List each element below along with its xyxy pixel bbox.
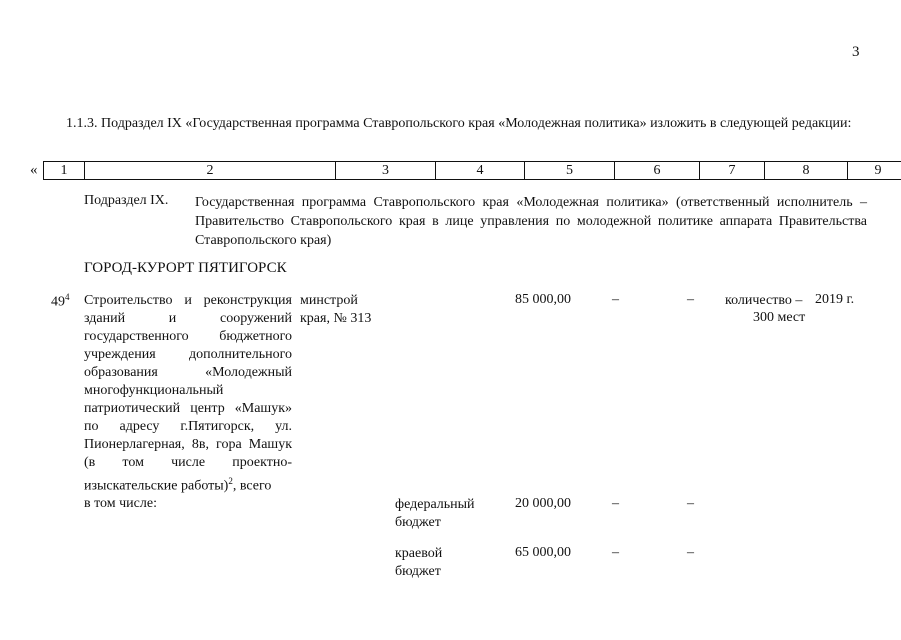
row-year: 2019 г.: [815, 292, 855, 307]
sub-row-source: краевой бюджет: [395, 546, 443, 579]
row-col6: –: [612, 292, 619, 307]
including-label: в том числе:: [84, 496, 157, 511]
row-number: [51, 292, 70, 311]
sub-row-col6: –: [612, 496, 619, 511]
column-number-cells: [43, 161, 901, 180]
sub-row-amount: 65 000,00: [515, 545, 571, 560]
row-amount: 85 000,00: [515, 292, 571, 307]
sub-row-source: федеральный бюджет: [395, 497, 475, 530]
intro-paragraph: 1.1.3. Подраздел IX «Государственная программа Ставропольского края «Молодежная политика» изложить в следующей редакции:: [66, 116, 852, 131]
section-label: Подраздел IX.: [84, 193, 169, 208]
column-number-cell: 8: [764, 162, 847, 179]
column-number-cell: 3: [335, 162, 435, 179]
row-description-footnote: 2: [228, 476, 233, 486]
city-heading: ГОРОД-КУРОРТ ПЯТИГОРСК: [84, 260, 287, 276]
column-number-cell: 2: [84, 162, 335, 179]
row-col7: –: [687, 292, 694, 307]
row-number-footnote: 4: [65, 292, 70, 302]
column-number-cell: 9: [847, 162, 901, 179]
page-number: 3: [852, 44, 860, 60]
sub-row-col7: –: [687, 496, 694, 511]
sub-row-col7: –: [687, 545, 694, 560]
row-document: минстрой края, № 313: [300, 293, 372, 326]
column-number-cell: 1: [60, 163, 68, 178]
row-indicator-label: количество –: [725, 293, 803, 308]
row-description: [84, 292, 292, 496]
column-number-cell: 6: [614, 162, 699, 179]
opening-quote: «: [30, 162, 38, 178]
column-number-cell: 7: [699, 162, 764, 179]
column-number-cell: 5: [524, 162, 614, 179]
sub-row-col6: –: [612, 545, 619, 560]
sub-row-amount: 20 000,00: [515, 496, 571, 511]
row-indicator-value: 300 мест: [753, 310, 806, 325]
column-number-cell: 4: [435, 162, 524, 179]
row-description-text: Строительство и реконструкция зданий и сооружений государственного бюджетного учреждения дополнительного образования «Молодежный многофункциональный патриотический центр «Машук» по адресу г.Пятигорск, ул. Пионерлагерная, 8в, гора Машук (в том числе проектно-изыскательские работы): [84, 293, 292, 494]
row-number-value: 49: [51, 294, 65, 310]
section-title: Государственная программа Ставропольского края «Молодежная политика» (ответственный исполнитель – Правительство Ставропольского края в лице управления по молодежной политике аппарата Правительства Ставропольского края): [195, 195, 867, 248]
row-description-tail: , всего: [232, 478, 272, 494]
